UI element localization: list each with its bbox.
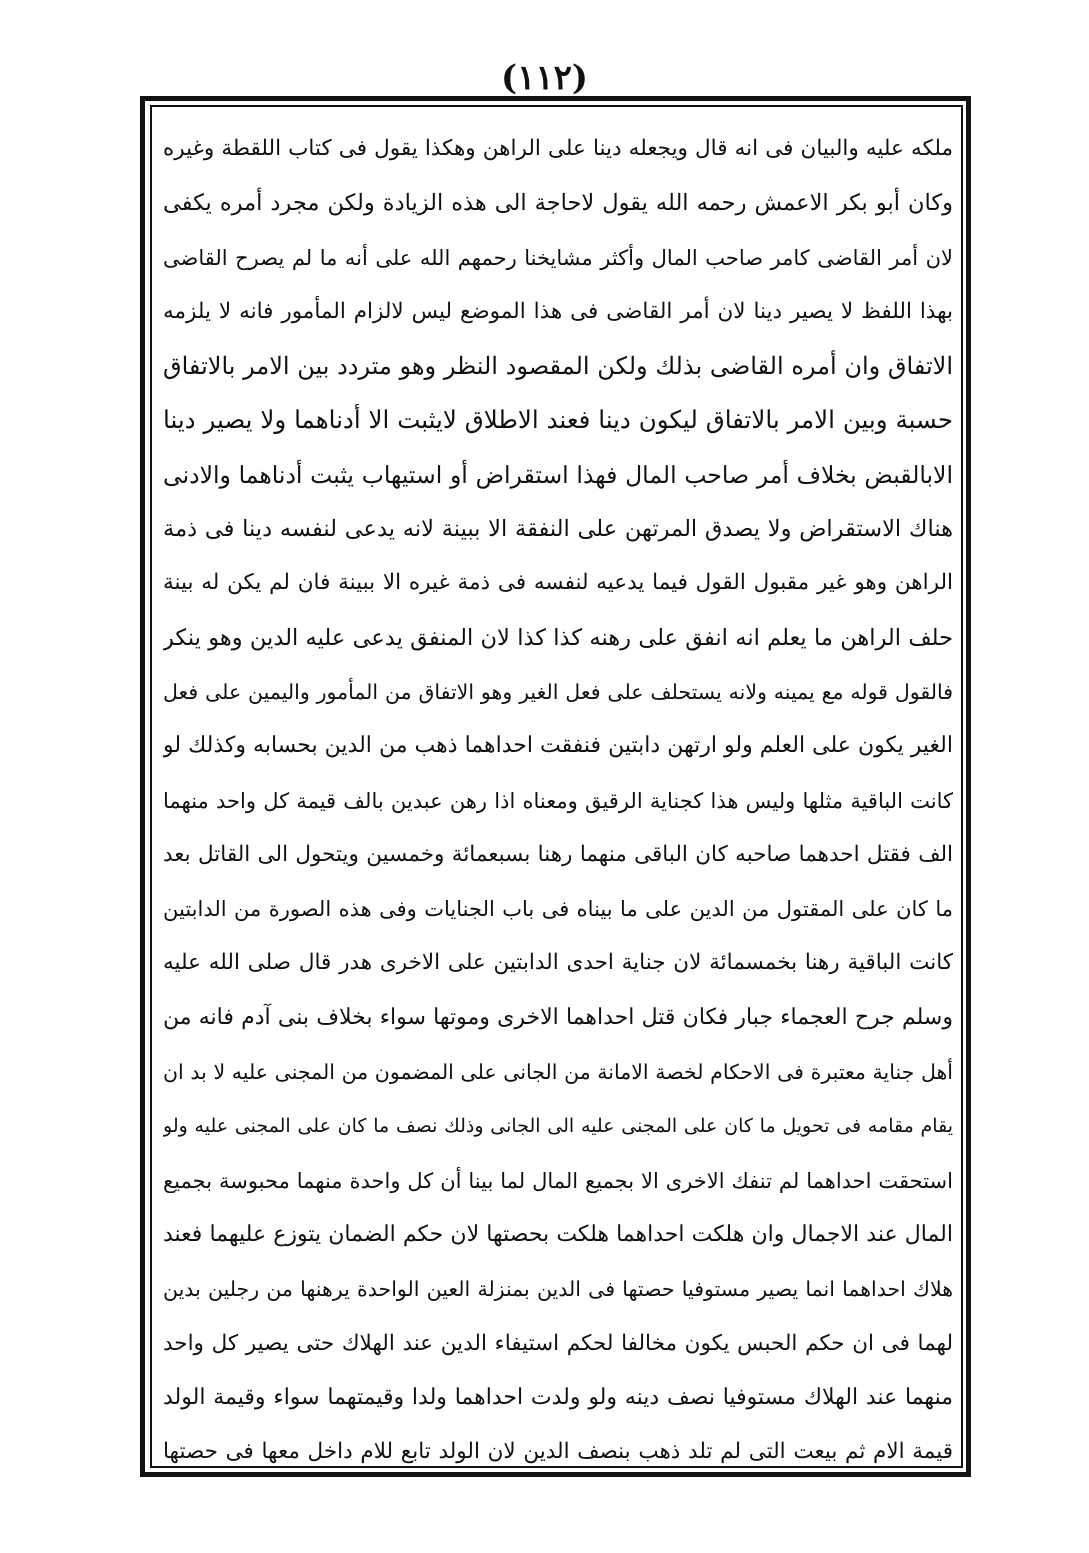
page-number: (١١٢) bbox=[501, 58, 588, 98]
text-line: يقام مقامه فى تحويل ما كان على المجنى عليه الى الجانى وذلك نصف ما كان على المجنى عليه ولو bbox=[163, 1115, 953, 1138]
text-line: فالقول قوله مع يمينه ولانه يستحلف على فعل الغير وهو الاتفاق من المأمور واليمين على فعل bbox=[163, 679, 953, 704]
text-line: كانت الباقية رهنا بخمسمائة لان جناية احدى الدابتين على الاخرى هدر قال صلى الله عليه bbox=[163, 950, 953, 976]
text-line: حلف الراهن ما يعلم انه انفق على رهنه كذا كذا لان المنفق يدعى عليه الدين وهو ينكر bbox=[163, 624, 953, 651]
text-line: الاتفاق وان أمره القاضى بذلك ولكن المقصود النظر وهو متردد بين الامر بالاتفاق bbox=[163, 352, 953, 381]
body-text bbox=[163, 122, 953, 1479]
text-line: استحقت احداهما لم تنفك الاخرى الا بجميع المال لما بينا أن كل واحدة منهما محبوسة بجميع bbox=[163, 1168, 953, 1193]
text-line: أهل جناية معتبرة فى الاحكام لخصة الامانة من الجانى على المضمون من المجنى عليه لا بد ان bbox=[163, 1060, 953, 1085]
text-line: الابالقبض بخلاف أمر صاحب المال فهذا استقراض أو استيهاب يثبت أدناهما والادنى bbox=[163, 460, 953, 489]
text-line: بهذا اللفظ لا يصير دينا لان أمر القاضى فى هذا الموضع ليس لالزام المأمور فانه لا يلزمه bbox=[163, 298, 953, 324]
text-line: هناك الاستقراض ولا يصدق المرتهن على النفقة الا ببينة لانه يدعى لنفسه دينا فى ذمة bbox=[163, 516, 953, 543]
text-line: منهما عند الهلاك مستوفيا نصف دينه ولو ولدت احداهما ولدا وقيمتهما سواء وقيمة الولد bbox=[163, 1384, 953, 1410]
text-line: الغير يكون على العلم ولو ارتهن دابتين فنفقت احداهما ذهب من الدين بحسابه وكذلك لو bbox=[163, 733, 953, 759]
text-line: ملكه عليه والبيان فى انه قال ويجعله دينا على الراهن وهكذا يقول فى كتاب اللقطة وغيره bbox=[163, 136, 953, 161]
text-line: وسلم جرح العجماء جبار فكان قتل احداهما الاخرى وموتها سواء بخلاف بنى آدم فانه من bbox=[163, 1004, 953, 1030]
text-line: قيمة الام ثم بيعت التى لم تلد ذهب بنصف الدين لان الولد تابع للام داخل معها فى حصتها bbox=[163, 1439, 953, 1465]
text-line: لهما فى ان حكم الحبس يكون مخالفا لحكم استيفاء الدين عند الهلاك حتى يصير كل واحد bbox=[163, 1330, 953, 1356]
text-line: وكان أبو بكر الاعمش رحمه الله يقول لاحاجة الى هذه الزيادة ولكن مجرد أمره يكفى bbox=[163, 190, 953, 217]
text-line: حسبة وبين الامر بالاتفاق ليكون دينا فعند الاطلاق لايثبت الا أدناهما ولا يصير دينا bbox=[163, 405, 953, 435]
text-line: الراهن وهو غير مقبول القول فيما يدعيه لنفسه فى ذمة غيره الا ببينة فان لم يكن له بينة bbox=[163, 570, 953, 596]
text-line: ما كان على المقتول من الدين على ما بيناه فى باب الجنايات وفى هذه الصورة من الدابتين bbox=[163, 897, 953, 922]
text-line: لان أمر القاضى كامر صاحب المال وأكثر مشايخنا رحمهم الله على أنه ما لم يصرح القاضى bbox=[163, 245, 953, 270]
text-line: الف فقتل احدهما صاحبه كان الباقى منهما رهنا بسبعمائة وخمسين ويتحول الى القاتل بعد bbox=[163, 841, 953, 867]
text-line: هلاك احداهما انما يصير مستوفيا حصتها فى الدين بمنزلة العين الواحدة يرهنها من رجلين بدين bbox=[163, 1277, 953, 1302]
text-line: كانت الباقية مثلها وليس هذا كجناية الرقيق ومعناه اذا رهن عبدين بالف قيمة كل واحد منهما bbox=[163, 788, 953, 813]
text-line: المال عند الاجمال وان هلكت احداهما هلكت بحصتها لان حكم الضمان يتوزع عليهما فعند bbox=[163, 1221, 953, 1247]
